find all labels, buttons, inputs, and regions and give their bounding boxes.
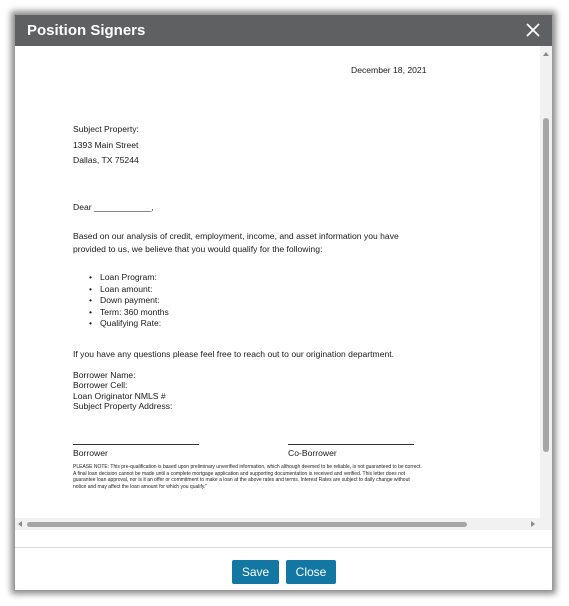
letter-date: December 18, 2021 [351, 65, 427, 75]
loan-terms-list [89, 272, 169, 330]
info-line: Loan Originator NMLS # [73, 390, 166, 401]
info-line: Subject Property Address: [73, 401, 173, 412]
close-icon[interactable] [524, 21, 542, 39]
list-item: • Loan amount: [89, 284, 169, 296]
intro-paragraph: Based on our analysis of credit, employment, income, and asset information you have provided to us, we believe that you would qualify for the following: [73, 231, 399, 254]
dialog-title: Position Signers [27, 22, 146, 39]
info-line: Borrower Cell: [73, 380, 128, 391]
coborrower-signature-line [288, 444, 414, 446]
vertical-scroll-thumb[interactable] [543, 118, 549, 452]
subject-city: Dallas, TX 75244 [73, 155, 139, 165]
horizontal-scroll-thumb[interactable] [27, 522, 467, 527]
questions-paragraph: If you have any questions please feel free to reach out to our origination department. [73, 349, 395, 359]
list-item: • Down payment: [89, 295, 169, 307]
info-line: Borrower Name: [73, 370, 136, 380]
salutation: Dear ____________, [73, 202, 154, 212]
dialog-titlebar [15, 15, 552, 46]
scroll-right-icon[interactable] [531, 521, 535, 527]
dialog-footer [15, 547, 552, 591]
vertical-scrollbar[interactable] [540, 46, 553, 530]
horizontal-scrollbar[interactable] [15, 518, 553, 530]
borrower-signature-line [73, 444, 199, 446]
document-viewport[interactable] [15, 46, 540, 530]
scroll-up-icon[interactable] [543, 52, 549, 56]
close-button[interactable]: Close [286, 560, 336, 584]
list-item: • Term: 360 months [89, 307, 169, 319]
scroll-left-icon[interactable] [18, 521, 22, 527]
subject-property-label: Subject Property: [73, 124, 139, 134]
disclaimer-text: PLEASE NOTE: This pre-qualification is based upon preliminary unverified information, which although deemed to be reliable, is not guaranteed to be correct. A final loan decision cannot be made until a complete mortgage application and supporting documentation is received and verified. This letter does not guarantee loan approval, nor is it an offer or commitment to make a loan at the above rates and terms. Interest Rates are subject to daily change without notice and may affect the loan amount for which you qualify." [73, 464, 422, 490]
list-item: • Loan Program: [89, 272, 169, 284]
borrower-info [73, 370, 172, 412]
list-item: • Qualifying Rate: [89, 318, 169, 330]
position-signers-dialog [14, 14, 553, 591]
subject-street: 1393 Main Street [73, 140, 139, 150]
borrower-label: Borrower [73, 448, 108, 458]
coborrower-label: Co-Borrower [288, 448, 337, 458]
save-button[interactable]: Save [232, 560, 279, 584]
